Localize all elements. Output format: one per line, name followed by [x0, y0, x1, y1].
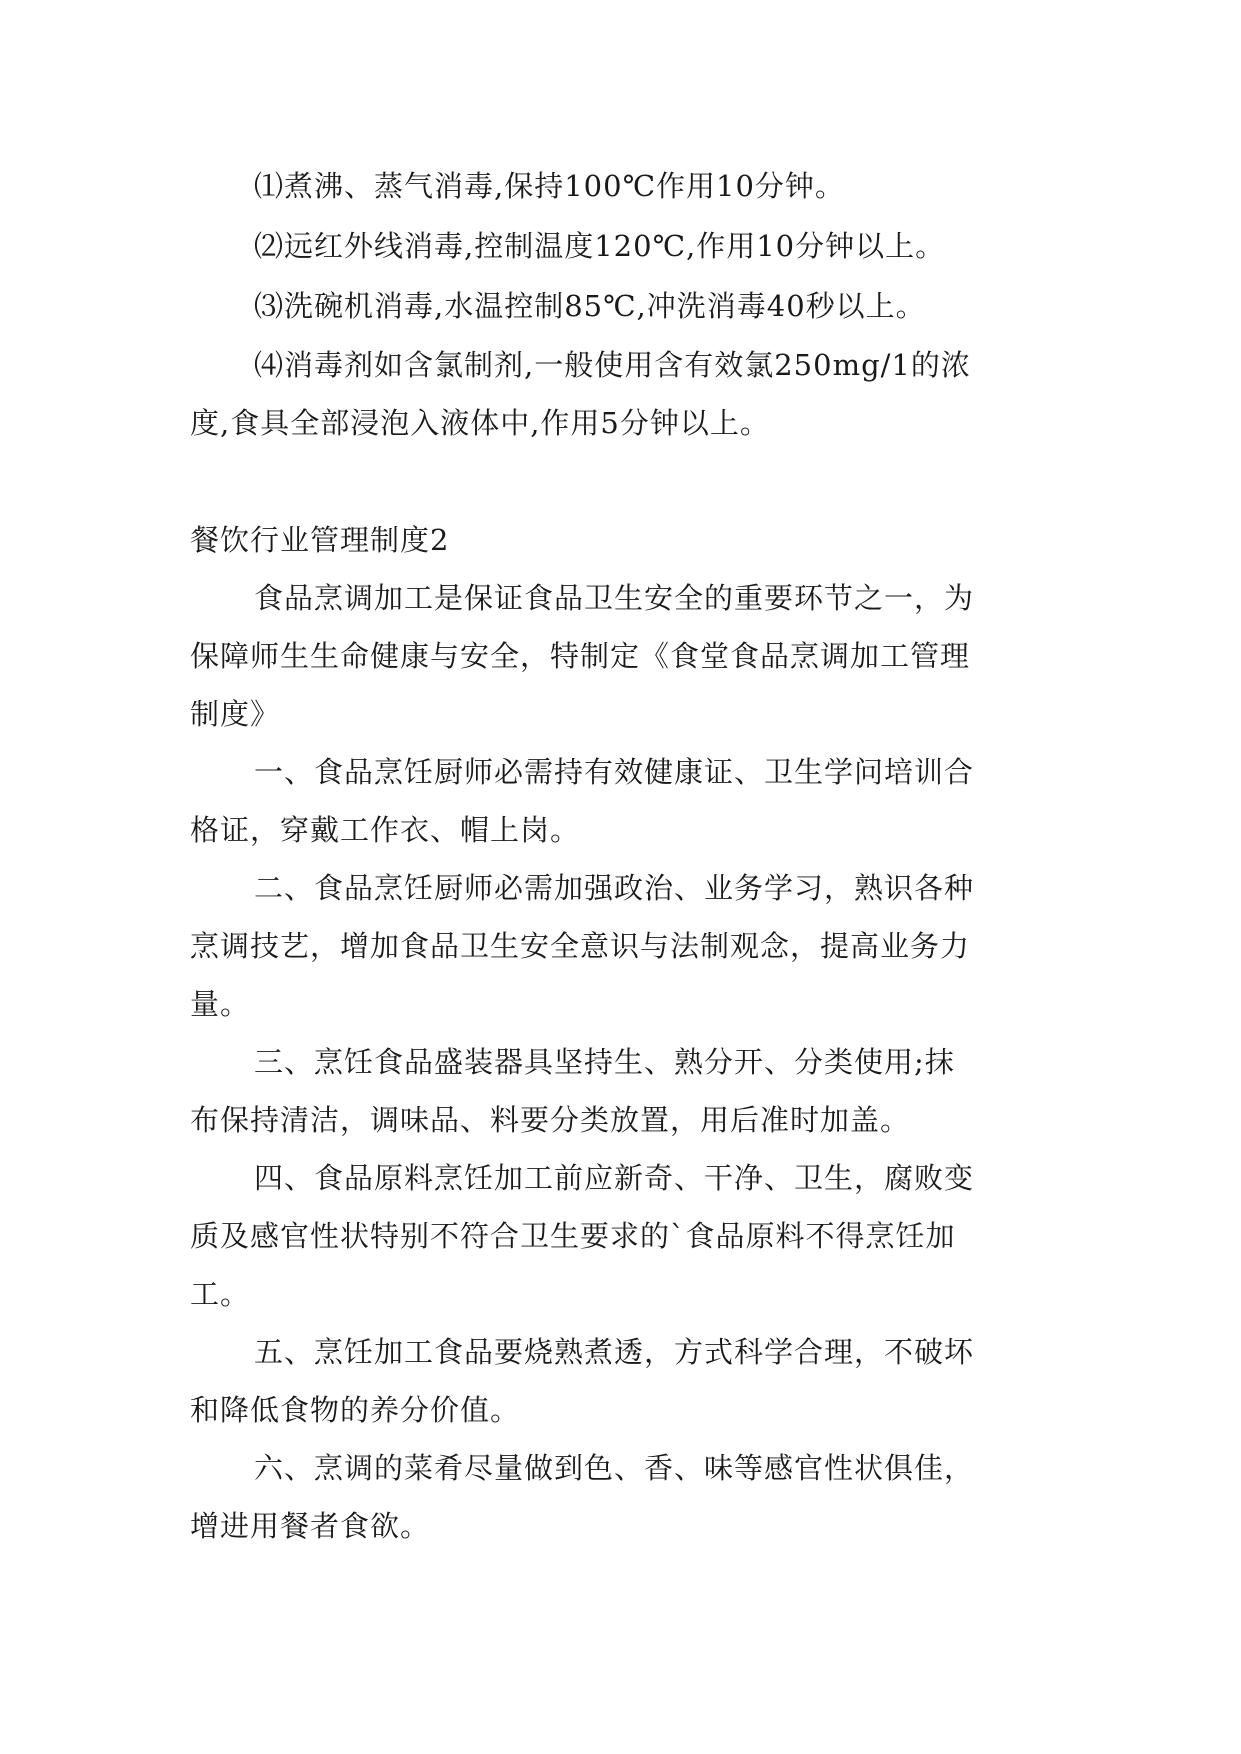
- rule-4-line-1: 四、食品原料烹饪加工前应新奇、干净、卫生，腐败变: [254, 1161, 975, 1195]
- intro-line-2: 保障师生生命健康与安全，特制定《食堂食品烹调加工管理: [190, 639, 971, 673]
- rule-4-line-3: 工。: [190, 1277, 251, 1311]
- disinfection-method-2: ⑵远红外线消毒,控制温度120℃,作用10分钟以上。: [254, 229, 946, 263]
- rule-4-line-2: 质及感官性状特别不符合卫生要求的`食品原料不得烹饪加: [190, 1219, 956, 1253]
- rule-5-line-1: 五、烹饪加工食品要烧熟煮透，方式科学合理，不破坏: [254, 1335, 975, 1369]
- disinfection-method-3: ⑶洗碗机消毒,水温控制85℃,冲洗消毒40秒以上。: [254, 289, 926, 323]
- intro-line-3: 制度》: [190, 697, 281, 731]
- intro-line-1: 食品烹调加工是保证食品卫生安全的重要环节之一，为: [254, 581, 975, 615]
- rule-2-line-1: 二、食品烹饪厨师必需加强政治、业务学习，熟识各种: [254, 871, 975, 905]
- section-title: 餐饮行业管理制度2: [190, 523, 450, 557]
- rule-1-line-1: 一、食品烹饪厨师必需持有效健康证、卫生学问培训合: [254, 755, 975, 789]
- disinfection-method-1: ⑴煮沸、蒸气消毒,保持100℃作用10分钟。: [254, 169, 845, 203]
- rule-2-line-2: 烹调技艺，增加食品卫生安全意识与法制观念，提高业务力: [190, 929, 971, 963]
- rule-3-line-1: 三、烹饪食品盛装器具坚持生、熟分开、分类使用;抹: [254, 1045, 955, 1079]
- rule-1-line-2: 格证，穿戴工作衣、帽上岗。: [190, 813, 581, 847]
- rule-5-line-2: 和降低食物的养分价值。: [190, 1393, 521, 1427]
- rule-3-line-2: 布保持清洁，调味品、料要分类放置，用后准时加盖。: [190, 1103, 911, 1137]
- rule-2-line-3: 量。: [190, 987, 251, 1021]
- rule-6-line-1: 六、烹调的菜肴尽量做到色、香、味等感官性状俱佳，: [254, 1451, 975, 1485]
- rule-6-line-2: 增进用餐者食欲。: [190, 1509, 431, 1543]
- disinfection-method-4-line-1: ⑷消毒剂如含氯制剂,一般使用含有效氯250mg/1的浓: [254, 348, 971, 382]
- disinfection-method-4-line-2: 度,食具全部浸泡入液体中,作用5分钟以上。: [190, 406, 770, 440]
